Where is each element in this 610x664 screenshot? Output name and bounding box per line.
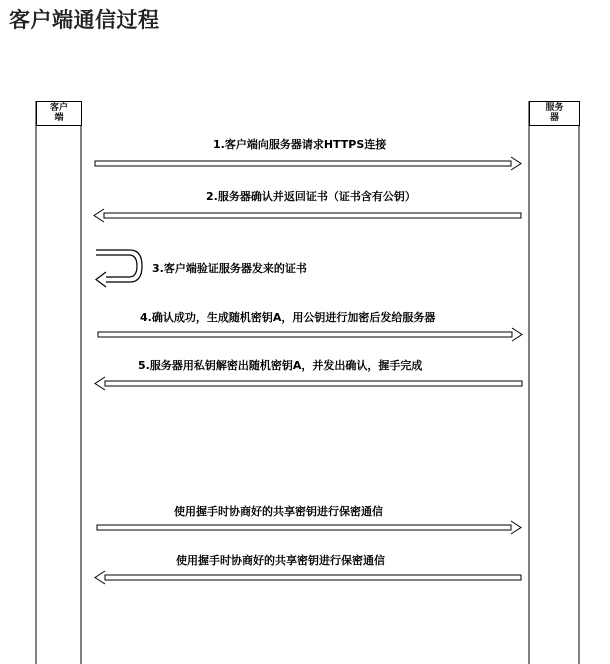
- message-6-arrow: [97, 521, 521, 534]
- server-actor-box: [529, 101, 580, 126]
- message-1-label: 1.客户端向服务器请求HTTPS连接: [213, 138, 387, 151]
- message-1-arrow: [95, 157, 521, 170]
- server-actor-label-line1: 服务: [545, 103, 564, 113]
- server-actor-label-line2: 器: [549, 113, 559, 123]
- message-3-self-arrow: [96, 250, 142, 287]
- page-title: 客户端通信过程: [9, 8, 160, 32]
- message-2-arrow: [94, 209, 521, 222]
- message-3-label: 3.客户端验证服务器发来的证书: [152, 262, 307, 275]
- message-7-arrow: [95, 571, 521, 584]
- message-5-label: 5.服务器用私钥解密出随机密钥A，并发出确认，握手完成: [138, 359, 423, 372]
- client-actor-box: [36, 101, 82, 126]
- message-5-arrow: [95, 377, 522, 390]
- message-4-label: 4.确认成功，生成随机密钥A，用公钥进行加密后发给服务器: [140, 311, 436, 324]
- client-actor-label-line2: 端: [54, 113, 64, 123]
- client-actor-label-line1: 客户: [49, 103, 68, 113]
- message-4-arrow: [98, 328, 522, 341]
- message-7-label: 使用握手时协商好的共享密钥进行保密通信: [176, 554, 385, 567]
- message-2-label: 2.服务器确认并返回证书（证书含有公钥）: [206, 190, 416, 203]
- message-6-label: 使用握手时协商好的共享密钥进行保密通信: [174, 505, 383, 518]
